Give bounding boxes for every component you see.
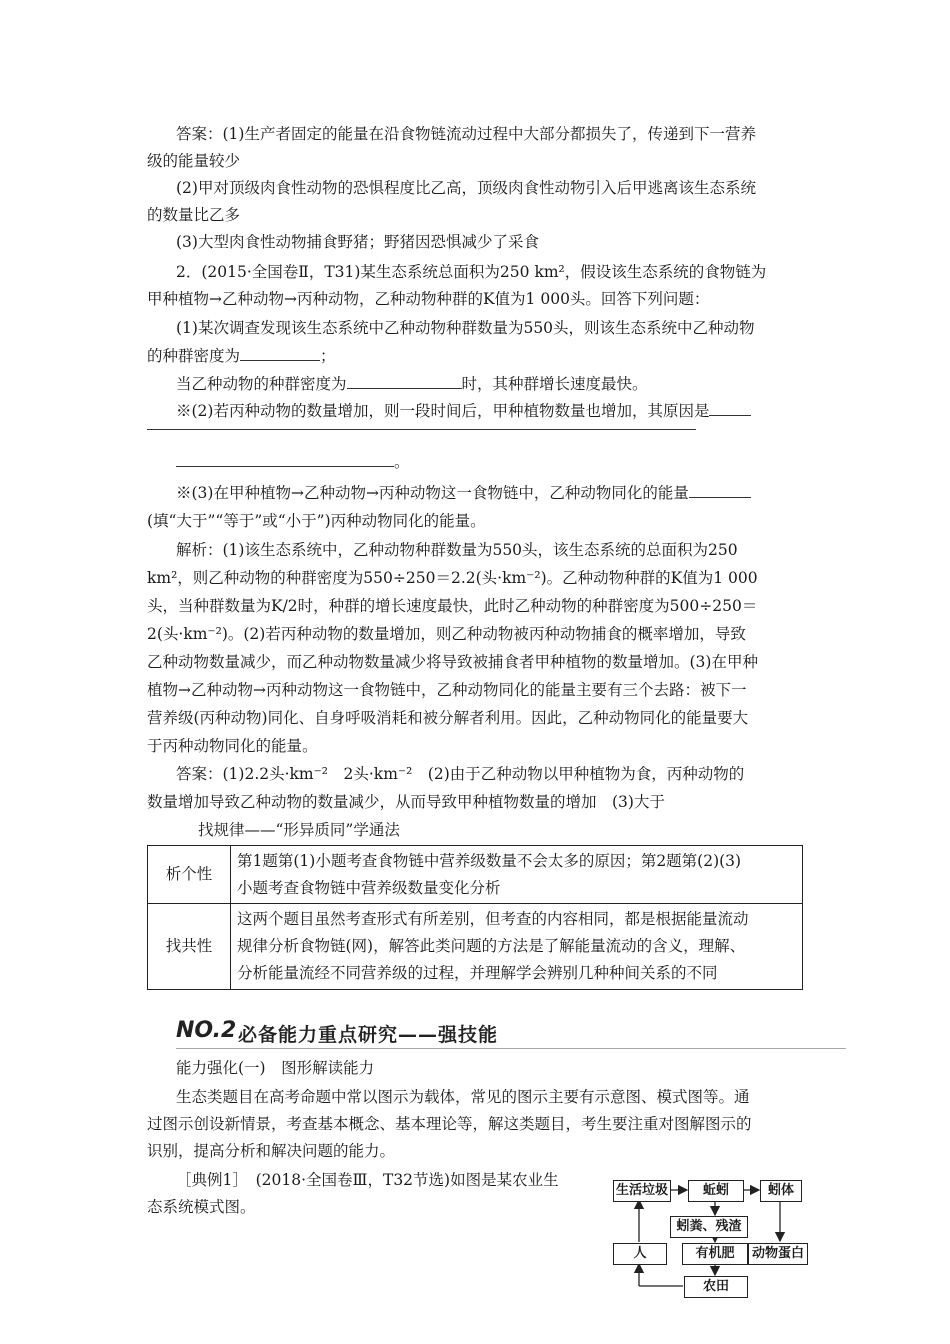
answer1-line4: 的数量比乙多 — [147, 206, 241, 224]
example-line1: ［典例1］ (2018·全国卷Ⅲ，T32节选)如图是某农业生 — [176, 1171, 559, 1189]
table-text: 这两个题目虽然考查形式有所差别，但考查的内容相同，都是根据能量流动 — [237, 910, 749, 928]
answer2-line2: 数量增加导致乙种动物的数量减少，从而导致甲种植物数量的增加 (3)大于 — [147, 793, 665, 811]
q2-line8-end: 。 — [394, 453, 410, 471]
q2-line3: (1)某次调查发现该生态系统中乙种动物种群数量为550头，则该生态系统中乙种动物 — [176, 319, 755, 337]
node-organic-fertilizer: 有机肥 — [682, 1243, 748, 1265]
answer1-line2: 级的能量较少 — [147, 152, 241, 170]
node-earthworm-body: 蚓体 — [760, 1180, 802, 1202]
q2-line5-text: 当乙种动物的种群密度为 — [176, 375, 347, 393]
table-text: 分析能量流经不同营养级的过程，并理解学会辨别几种种间关系的不同 — [237, 964, 718, 982]
node-earthworm: 蚯蚓 — [688, 1180, 744, 1202]
q2-line10: (填“大于”“等于”或“小于”)丙种动物同化的能量。 — [147, 512, 486, 530]
analysis-line8: 于丙种动物同化的能量。 — [147, 737, 318, 755]
q2-line4-text: 的种群密度为 — [147, 347, 241, 365]
ability-heading: 能力强化(一) 图形解读能力 — [176, 1059, 375, 1077]
rule-heading: 找规律——“形异质同”学通法 — [198, 821, 400, 839]
node-farmland: 农田 — [684, 1276, 748, 1298]
q2-line2: 甲种植物→乙种动物→丙种动物，乙种动物种群的K值为1 000头。回答下列问题： — [147, 290, 710, 308]
ability-para-line2: 过图示创设新情景，考查基本概念、基本理论等，解这类题目，考生要注重对图解图示的 — [147, 1115, 752, 1133]
analysis-line6: 植物→乙种动物→丙种动物这一食物链中，乙种动物同化的能量主要有三个去路：被下一 — [147, 681, 747, 699]
answer1-line3: (2)甲对顶级肉食性动物的恐惧程度比乙高，顶级肉食性动物引入后甲逃离该生态系统 — [176, 179, 756, 197]
table-text: 规律分析食物链(网)，解答此类问题的方法是了解能量流动的含义，理解、 — [237, 937, 746, 955]
analysis-line7: 营养级(丙种动物)同化、自身呼吸消耗和被分解者利用。因此，乙种动物同化的能量要大 — [147, 709, 749, 727]
ability-para-line1: 生态类题目在高考命题中常以图示为载体，常见的图示主要有示意图、模式图等。通 — [176, 1088, 750, 1106]
node-household-garbage: 生活垃圾 — [613, 1180, 671, 1202]
node-worm-cast-residue: 蚓粪、残渣 — [670, 1216, 748, 1238]
q2-line6-text: ※(2)若丙种动物的数量增加，则一段时间后，甲种植物数量也增加，其原因是 — [176, 402, 710, 420]
row-label-commonality: 找共性 — [148, 904, 231, 990]
analysis-line2: km²，则乙种动物的种群密度为550÷250＝2.2(头·km⁻²)。乙种动物种群的K值为1 000 — [147, 569, 758, 587]
ability-para-line3: 识别，提高分析和解决问题的能力。 — [147, 1142, 396, 1160]
analysis-line5: 乙种动物数量减少，而乙种动物数量减少将导致被捕食者甲种植物的数量增加。(3)在甲种 — [147, 653, 758, 671]
answer1-line1: 答案：(1)生产者固定的能量在沿食物链流动过程中大部分都损失了，传递到下一营养 — [176, 125, 756, 143]
answer2-line1: 答案：(1)2.2头·km⁻² 2头·km⁻² (2)由于乙种动物以甲种植物为食，丙种动物的 — [176, 765, 745, 783]
table-text: 小题考查食物链中营养级数量变化分析 — [237, 878, 501, 897]
answer1-line5: (3)大型肉食性动物捕食野猪；野猪因恐惧减少了采食 — [176, 233, 539, 251]
section-number: NO.2 — [176, 1018, 237, 1043]
node-human: 人 — [613, 1243, 667, 1265]
q2-line1: 2．(2015·全国卷Ⅱ，T31)某生态系统总面积为250 km²，假设该生态系统的食物链为 — [176, 263, 767, 281]
analysis-line4: 2(头·km⁻²)。(2)若丙种动物的数量增加，则乙种动物被丙种动物捕食的概率增加，导致 — [147, 625, 746, 643]
analysis-line1: 解析：(1)该生态系统中，乙种动物种群数量为550头，该生态系统的总面积为250 — [176, 541, 738, 559]
q2-line9-text: ※(3)在甲种植物→乙种动物→丙种动物这一食物链中，乙种动物同化的能量 — [176, 484, 689, 502]
row-label-individuality: 析个性 — [148, 846, 231, 904]
example-line2: 态系统模式图。 — [147, 1198, 256, 1216]
table-text: 第1题第(1)小题考查食物链中营养级数量不会太多的原因；第2题第(2)(3) — [237, 851, 742, 870]
analysis-line3: 头，当种群数量为K/2时，种群的增长速度最快，此时乙种动物的种群密度为500÷250＝ — [147, 597, 758, 615]
q2-line5-end: 时，其种群增长速度最快。 — [461, 375, 648, 393]
section-title: 必备能力重点研究——强技能 — [238, 1024, 499, 1046]
q2-line4-end: ； — [320, 347, 336, 365]
node-animal-protein: 动物蛋白 — [748, 1243, 808, 1265]
